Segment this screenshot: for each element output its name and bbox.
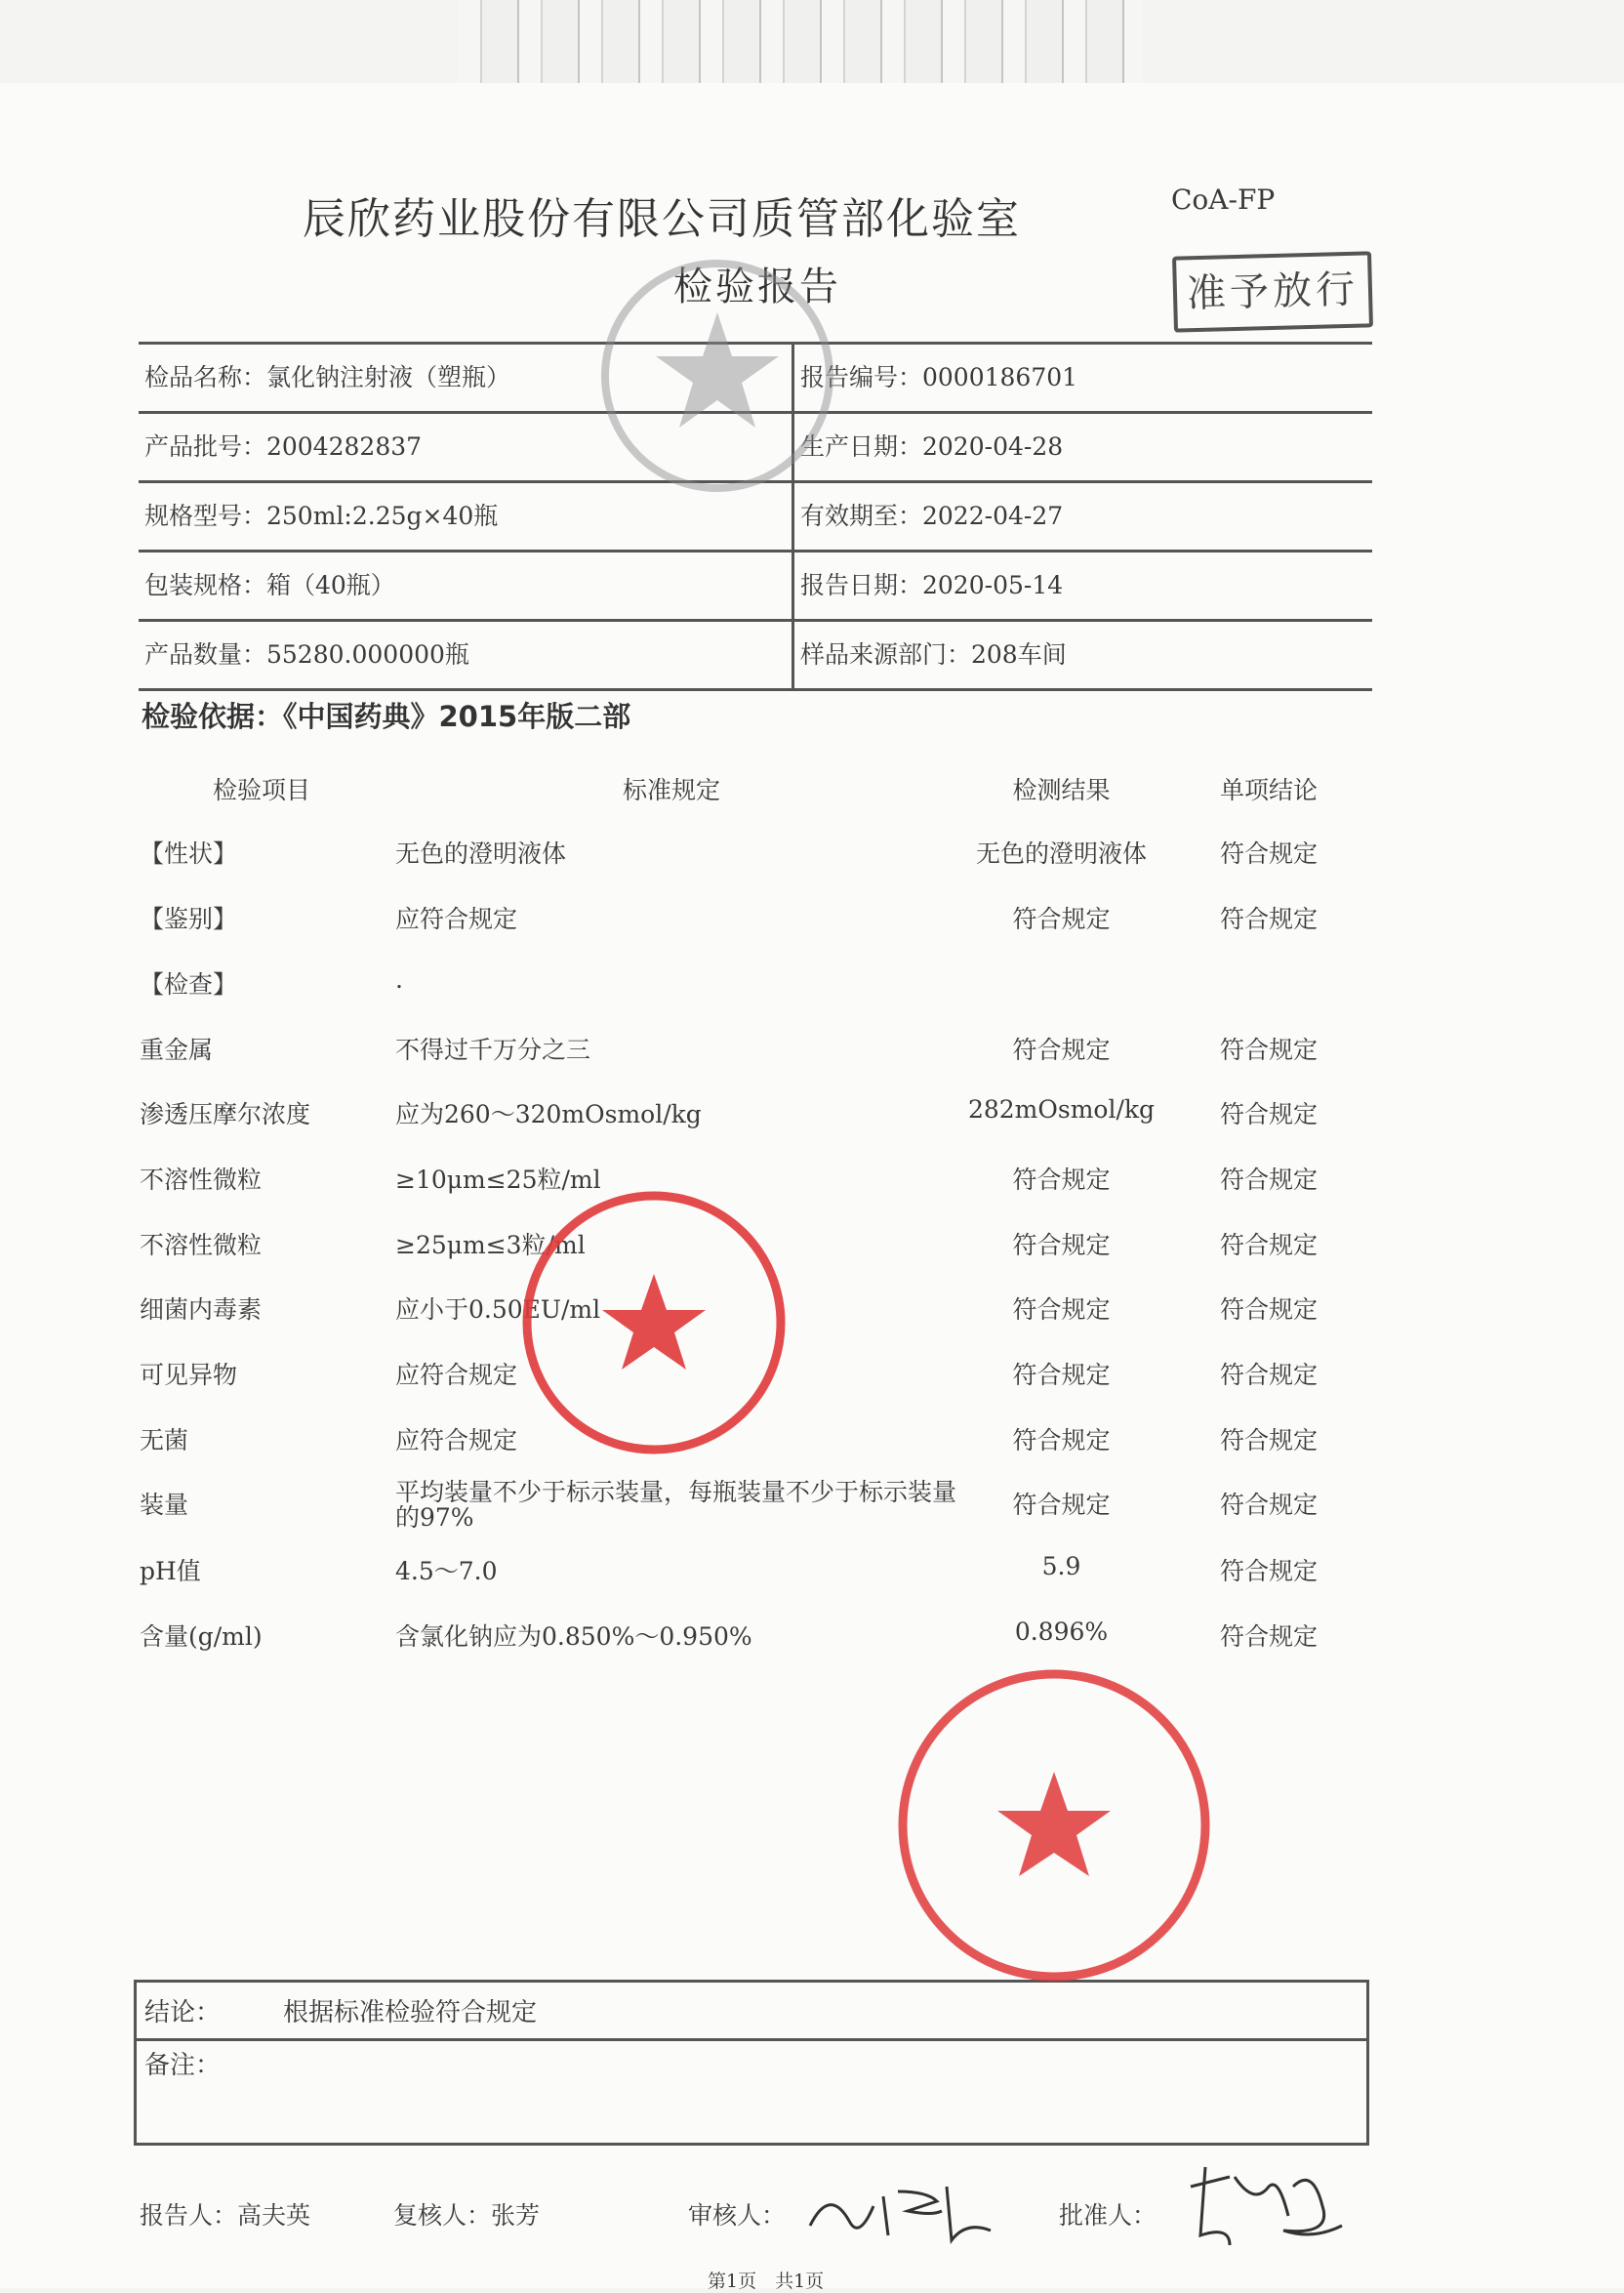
cell-standard: 无色的澄明液体 bbox=[395, 839, 567, 868]
cell-conclusion: 符合规定 bbox=[1219, 1166, 1318, 1194]
cell-result: 0.896% bbox=[1014, 1617, 1109, 1646]
cell-standard: 应符合规定 bbox=[395, 1426, 518, 1454]
cell-item: 含量(g/ml) bbox=[140, 1622, 263, 1651]
table-row bbox=[0, 1421, 1624, 1486]
cell-conclusion: 符合规定 bbox=[1219, 1231, 1318, 1259]
cell-standard: . bbox=[395, 965, 403, 994]
cell-result: 符合规定 bbox=[1012, 1166, 1111, 1194]
cell-item: 不溶性微粒 bbox=[140, 1231, 263, 1259]
cell-item: 无菌 bbox=[140, 1426, 189, 1454]
info-cell-left: 产品批号：2004282837 bbox=[139, 414, 794, 480]
table-row bbox=[0, 1095, 1624, 1160]
table-row bbox=[0, 900, 1624, 964]
info-cell-left: 包装规格：箱（40瓶） bbox=[139, 553, 794, 619]
table-row bbox=[0, 965, 1624, 1030]
conclusion-box bbox=[134, 1980, 1369, 2146]
cell-item: 装量 bbox=[140, 1491, 189, 1519]
cell-item: 可见异物 bbox=[140, 1361, 238, 1389]
table-row bbox=[0, 835, 1624, 899]
cell-conclusion: 符合规定 bbox=[1219, 839, 1318, 868]
reviewer: 复核人：张芳 bbox=[393, 2201, 541, 2230]
info-row bbox=[139, 414, 1372, 483]
info-cell-left: 检品名称：氯化钠注射液（塑瓶） bbox=[139, 345, 794, 411]
cell-standard: ≥25μm≤3粒/ml bbox=[395, 1231, 586, 1259]
cell-standard: 应为260～320mOsmol/kg bbox=[395, 1100, 702, 1128]
table-row bbox=[0, 1552, 1624, 1617]
conclusion-label: 结论： bbox=[144, 1998, 222, 2027]
cell-standard: 不得过千万分之三 bbox=[395, 1036, 591, 1064]
cell-result: 符合规定 bbox=[1012, 1426, 1111, 1454]
info-cell-right: 有效期至：2022-04-27 bbox=[800, 502, 1064, 530]
reporter: 报告人：高夫英 bbox=[140, 2201, 311, 2230]
cell-standard: 平均装量不少于标示装量，每瓶装量不少于标示装量的97% bbox=[395, 1478, 957, 1532]
cell-standard: 应符合规定 bbox=[395, 1361, 518, 1389]
table-row bbox=[0, 1290, 1624, 1355]
cell-standard: ≥10μm≤25粒/ml bbox=[395, 1166, 601, 1194]
cell-item: 渗透压摩尔浓度 bbox=[140, 1100, 311, 1128]
divider bbox=[137, 2038, 1366, 2041]
info-cell-right: 报告日期：2020-05-14 bbox=[800, 571, 1064, 599]
info-cell-right: 报告编号：0000186701 bbox=[800, 363, 1078, 391]
info-row bbox=[139, 553, 1372, 622]
conclusion-value: 根据标准检验符合规定 bbox=[283, 1998, 538, 2027]
cell-item: 【性状】 bbox=[140, 839, 238, 868]
cell-standard: 应小于0.50EU/ml bbox=[395, 1295, 601, 1324]
table-row bbox=[0, 1356, 1624, 1420]
cell-conclusion: 符合规定 bbox=[1219, 1295, 1318, 1324]
info-row bbox=[139, 483, 1372, 553]
table-row bbox=[0, 1161, 1624, 1225]
scanner-edge-strip bbox=[459, 0, 1142, 83]
report-title: 检验报告 bbox=[673, 265, 841, 309]
cell-result: 5.9 bbox=[1041, 1552, 1081, 1580]
info-cell-left: 产品数量：55280.000000瓶 bbox=[139, 622, 794, 688]
table-header bbox=[0, 771, 1624, 836]
cell-result: 符合规定 bbox=[1012, 1231, 1111, 1259]
cell-result: 符合规定 bbox=[1012, 1036, 1111, 1064]
table-row bbox=[0, 1617, 1624, 1682]
cell-conclusion: 符合规定 bbox=[1219, 905, 1318, 933]
table-row bbox=[0, 1226, 1624, 1290]
info-cell-right: 样品来源部门：208车间 bbox=[800, 640, 1067, 669]
header-standard: 标准规定 bbox=[623, 776, 721, 804]
info-row bbox=[139, 345, 1372, 414]
cell-item: 不溶性微粒 bbox=[140, 1166, 263, 1194]
cell-result: 符合规定 bbox=[1012, 1491, 1111, 1519]
info-row bbox=[139, 622, 1372, 691]
cell-item: 细菌内毒素 bbox=[140, 1295, 263, 1324]
table-row bbox=[0, 1478, 1624, 1550]
cell-conclusion: 符合规定 bbox=[1219, 1622, 1318, 1651]
cell-result: 符合规定 bbox=[1012, 1295, 1111, 1324]
cell-result: 符合规定 bbox=[1012, 1361, 1111, 1389]
info-table bbox=[139, 342, 1372, 691]
cell-conclusion: 符合规定 bbox=[1219, 1100, 1318, 1128]
page-number: 第1页 共1页 bbox=[708, 2271, 825, 2292]
cell-standard: 含氯化钠应为0.850%～0.950% bbox=[395, 1622, 752, 1651]
cell-conclusion: 符合规定 bbox=[1219, 1036, 1318, 1064]
remark-label: 备注： bbox=[144, 2051, 222, 2080]
cell-conclusion: 符合规定 bbox=[1219, 1361, 1318, 1389]
cell-conclusion: 符合规定 bbox=[1219, 1426, 1318, 1454]
cell-conclusion: 符合规定 bbox=[1219, 1557, 1318, 1585]
cell-item: 【鉴别】 bbox=[140, 905, 238, 933]
test-basis: 检验依据：《中国药典》2015年版二部 bbox=[142, 700, 631, 733]
cell-item: pH值 bbox=[140, 1557, 201, 1585]
cell-standard: 4.5～7.0 bbox=[395, 1557, 498, 1585]
company-title: 辰欣药业股份有限公司质管部化验室 bbox=[303, 194, 1021, 244]
approver-label: 批准人： bbox=[1059, 2201, 1157, 2230]
cell-item: 重金属 bbox=[140, 1036, 214, 1064]
cell-item: 【检查】 bbox=[140, 970, 238, 999]
table-row bbox=[0, 1031, 1624, 1095]
cell-conclusion: 符合规定 bbox=[1219, 1491, 1318, 1519]
cell-result: 282mOsmol/kg bbox=[967, 1095, 1156, 1124]
info-cell-right: 生产日期：2020-04-28 bbox=[800, 432, 1064, 461]
auditor-label: 审核人： bbox=[688, 2201, 787, 2230]
cell-standard: 应符合规定 bbox=[395, 905, 518, 933]
release-stamp: 准予放行 bbox=[1172, 251, 1373, 332]
cell-result: 符合规定 bbox=[1012, 905, 1111, 933]
header-conclusion: 单项结论 bbox=[1219, 776, 1318, 804]
header-result: 检测结果 bbox=[1012, 776, 1111, 804]
info-cell-left: 规格型号：250ml:2.25g×40瓶 bbox=[139, 483, 794, 550]
cell-result: 无色的澄明液体 bbox=[975, 839, 1147, 868]
doc-code: CoA-FP bbox=[1171, 184, 1276, 216]
header-item: 检验项目 bbox=[213, 776, 311, 804]
